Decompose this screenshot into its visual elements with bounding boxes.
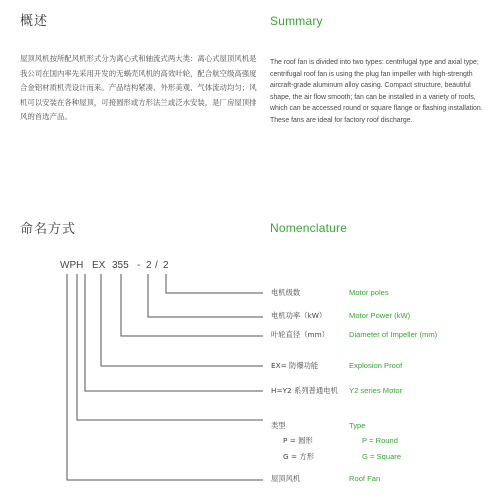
label-cn-diameter: 叶轮直径（mm） xyxy=(271,330,329,339)
overview-title-cn: 概述 xyxy=(20,14,49,29)
nomenclature-title-cn: 命名方式 xyxy=(20,222,77,237)
leader-explosion xyxy=(101,274,263,366)
label-cn-y2-motor: H=Y2 系列普通电机 xyxy=(271,386,338,395)
leader-roof-fan xyxy=(67,274,263,480)
label-en-explosion: Explosion Proof xyxy=(349,361,403,370)
label-en-y2-motor: Y2 series Motor xyxy=(349,386,403,395)
code-power: 2 xyxy=(146,260,152,271)
code-slash: / xyxy=(155,260,158,271)
label-cn-motor-power: 电机功率（kW） xyxy=(271,311,327,320)
overview-title-en: Summary xyxy=(270,14,323,28)
label-cn-round: P = 圆形 xyxy=(283,436,313,445)
label-en-type: Type xyxy=(349,421,366,430)
label-cn-motor-poles: 电机级数 xyxy=(271,288,301,297)
overview-body-cn: 屋顶风机按所配风机形式分为离心式和轴流式两大类：离心式屋顶风机是我公司在国内率先采用开发的无蜗壳风机的高效叶轮，配合航空级高强度合金铝材质机壳设计而来。产品结构紧凑、外形美观、气体流动均匀；风机可以安装在各种屋顶，可接圆形或方形法兰或泛水安装，是厂房屋顶排风的首选产品。 xyxy=(20,54,257,122)
code-series: WPH xyxy=(60,260,84,271)
label-cn-square: G = 方形 xyxy=(283,452,315,461)
nomenclature-title-en: Nomenclature xyxy=(270,221,348,235)
label-en-roof-fan: Roof Fan xyxy=(349,474,381,483)
label-en-square: G = Square xyxy=(362,452,402,461)
label-cn-roof-fan: 屋顶风机 xyxy=(271,474,301,483)
leader-motor-poles xyxy=(166,274,263,293)
leader-y2-motor xyxy=(85,274,263,391)
code-dash: - xyxy=(137,260,141,271)
label-en-round: P = Round xyxy=(362,436,398,445)
code-poles: 2 xyxy=(163,260,169,271)
overview-body-en: The roof fan is divided into two types: centrifugal type and axial type; centrifugal roof fan is using the plug fan impeller with high-strength aircraft-grade aluminum alloy casing. Compact structure, beautiful shape, the air flow smooth; fan can be installed in a variety of roofs, which can be accessed round or square flange or flashing installation. These fans are ideal for factory roof discharge. xyxy=(270,59,483,124)
label-en-motor-poles: Motor poles xyxy=(349,288,389,297)
label-en-motor-power: Motor Power (kW) xyxy=(349,311,411,320)
label-cn-type: 类型 xyxy=(271,421,286,430)
leader-motor-power xyxy=(148,274,263,317)
code-explosion: EX xyxy=(92,260,106,271)
code-diameter: 355 xyxy=(112,260,129,271)
leader-diameter xyxy=(121,274,263,336)
leader-type xyxy=(77,274,263,420)
label-en-diameter: Diameter of Impeller (mm) xyxy=(349,330,438,339)
label-cn-explosion: EX= 防爆功能 xyxy=(271,361,319,370)
